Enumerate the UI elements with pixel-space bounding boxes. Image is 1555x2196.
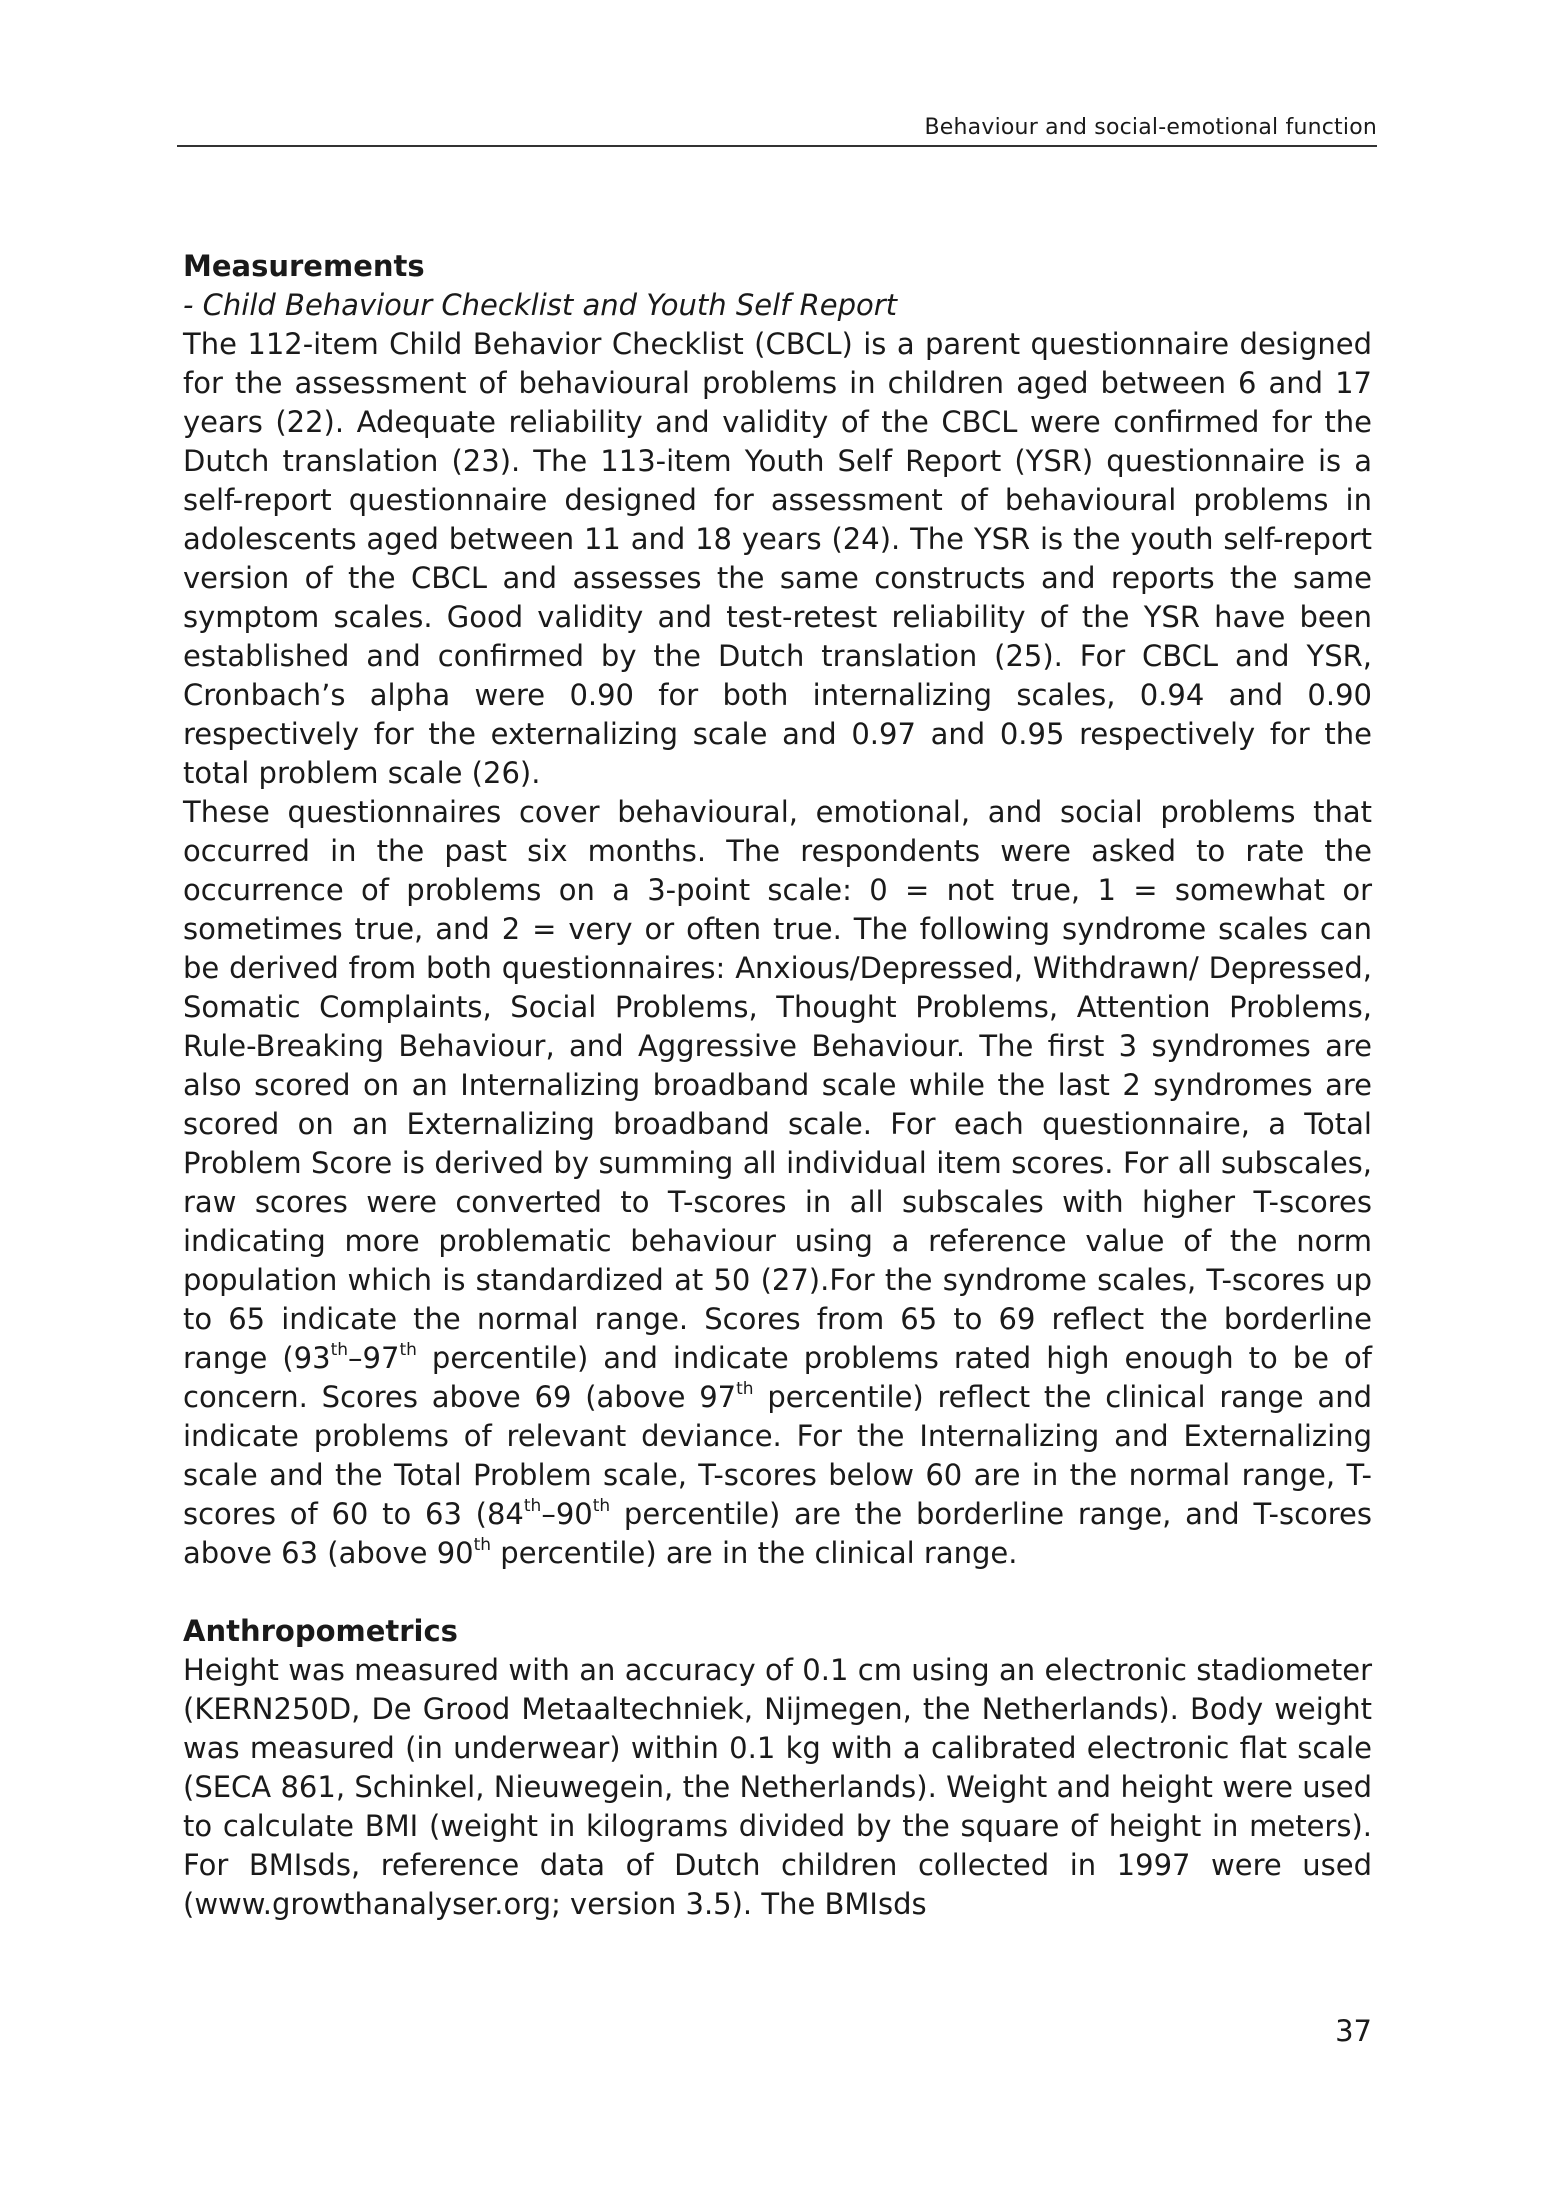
cbcl-ysr-subheading: - Child Behaviour Checklist and Youth Self Report [183,288,898,322]
ordinal-suffix: th [592,1496,611,1517]
cbcl-ysr-paragraph: The 112-item Child Behavior Checklist (CBCL) is a parent questionnaire designed for the assessment of behavioural problems in children aged between 6 and 17 years (22). Adequate reliability and validity of the CBCL were confirmed for the Dutch translation (23). The 113-item Youth Self Report (YSR) questionnaire is a self-report questionnaire designed for assessment of behavioural problems in adolescents aged between 11 and 18 years (24). The YSR is the youth self-report version of the CBCL and assesses the same constructs and reports the same symptom scales. Good validity and test-retest reliability of the YSR have been established and confirmed by the Dutch translation (25). For CBCL and YSR, Cronbach’s alpha were 0.90 for both internalizing scales, 0.94 and 0.90 respectively for the externalizing scale and 0.97 and 0.95 respectively for the total problem scale (26). [183,327,1372,790]
ordinal-suffix: th [523,1496,542,1517]
anthropometrics-paragraph: Height was measured with an accuracy of 0.1 cm using an electronic stadiometer (KERN250D, De Grood Metaaltechniek, Nijmegen, the Netherlands). Body weight was measured (in underwear) within 0.1 kg with a calibrated electronic flat scale (SECA 861, Schinkel, Nieuwegein, the Netherlands). Weight and height were used to calculate BMI (weight in kilograms divided by the square of height in meters). For BMIsds, reference data of Dutch children collected in 1997 were used (www.growthanalyser.org; version 3.5). The BMIsds [183,1653,1372,1921]
measurements-heading: Measurements [183,249,425,283]
paragraph-text: percentile) and indicate problems rated high enough to be of concern. Scores above 69 (above 97 [183,1341,1372,1414]
header-rule [177,145,1377,147]
ordinal-suffix: th [736,1379,754,1400]
ordinal-suffix: th [330,1340,349,1361]
paragraph-text: These questionnaires cover behavioural, emotional, and social problems that occurred in the past six months. The respondents were asked to rate the occurrence of problems on a 3-point scale: 0 = not true, 1 = somewhat or sometimes true, and 2 = very or often true. The following syndrome scales can be derived from both questionnaires: Anxious/Depressed, Withdrawn/ Depressed, Somatic Complaints, Social Problems, Thought Problems, Attention Problems, Rule-Breaking Behaviour, and Aggressive Behaviour. The first 3 syndromes are also scored on an Internalizing broadband scale while the last 2 syndromes are scored on an Externalizing broadband scale. For each questionnaire, a Total Problem Score is derived by summing all individual item scores. For all subscales, raw scores were converted to T-scores in all subscales with higher T-scores indicating more problematic behaviour using a reference value of the norm population which is standardized at 50 (27).For the syndrome scales, T-scores up to 65 indicate the normal range. Scores from 65 to 69 reflect the borderline range (93 [183,795,1372,1375]
section-spacer [183,1573,1372,1612]
paragraph-text: –90 [541,1497,593,1531]
anthropometrics-heading: Anthropometrics [183,1614,458,1648]
paragraph-text: –97 [348,1341,400,1375]
ordinal-suffix: th [473,1535,492,1556]
syndrome-scales-paragraph [183,793,1372,1573]
paragraph-text: percentile) reflect the clinical range and indicate problems of relevant deviance. For the Internalizing and Externalizing scale and the Total Problem scale, T-scores below 60 are in the normal range, T-scores of 60 to 63 (84 [183,1380,1372,1531]
paragraph-text: percentile) are the borderline range, and T-scores above 63 (above 90 [183,1497,1372,1570]
page-body [183,247,1372,1924]
page-number: 37 [1335,2014,1372,2048]
paragraph-text: percentile) are in the clinical range. [491,1536,1018,1570]
running-head: Behaviour and social-emotional function [924,115,1377,140]
ordinal-suffix: th [399,1340,417,1361]
